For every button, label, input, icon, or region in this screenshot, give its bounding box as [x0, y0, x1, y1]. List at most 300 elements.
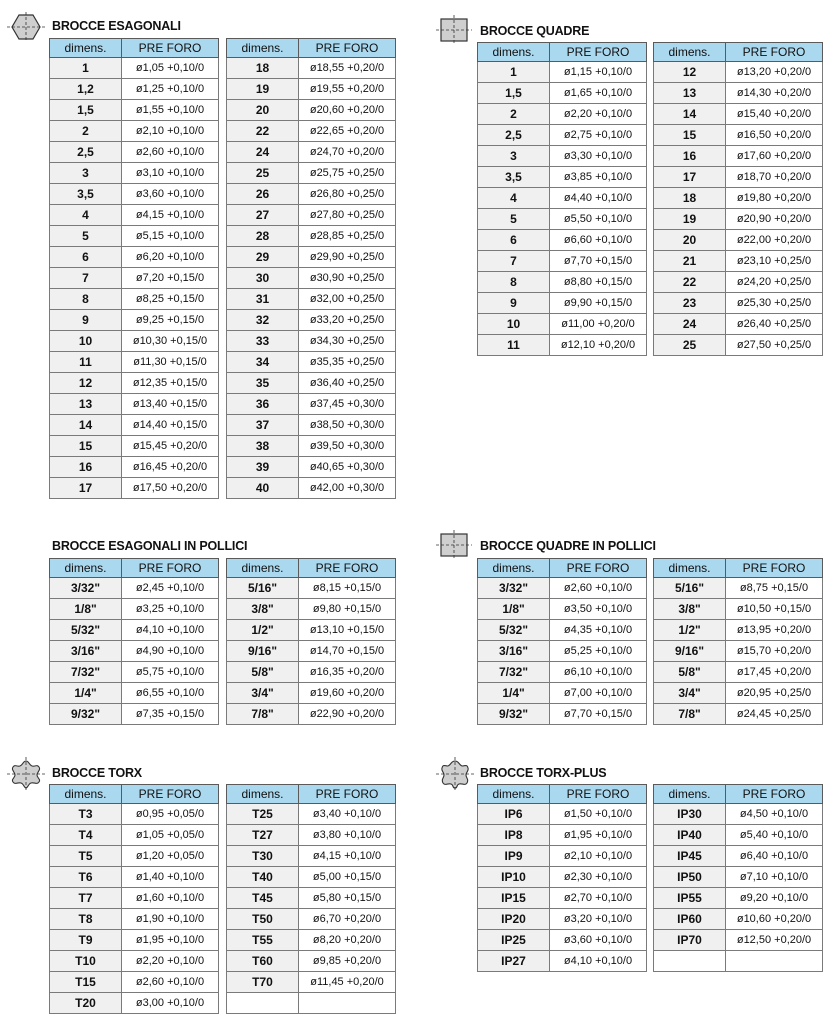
table-row: [478, 125, 647, 146]
table-row: [227, 331, 396, 352]
dimension-cell: 3: [50, 163, 122, 184]
pre-hole-cell: ø11,30 +0,15/0: [122, 352, 219, 373]
dimension-cell: 38: [227, 436, 299, 457]
pre-hole-cell: ø9,85 +0,20/0: [299, 951, 396, 972]
dimension-cell: 19: [227, 79, 299, 100]
table-row: [227, 620, 396, 641]
dimension-cell: [654, 951, 726, 972]
pre-hole-cell: ø1,05 +0,10/0: [122, 58, 219, 79]
table-row: [50, 930, 219, 951]
table-row: [654, 146, 823, 167]
pre-hole-cell: ø3,00 +0,10/0: [122, 993, 219, 1014]
dimension-cell: IP10: [478, 867, 550, 888]
pre-hole-cell: ø24,20 +0,25/0: [726, 272, 823, 293]
table-row: [50, 972, 219, 993]
table-row: [227, 100, 396, 121]
table-row: [478, 188, 647, 209]
dimension-cell: 5/16": [654, 578, 726, 599]
dimension-cell: T30: [227, 846, 299, 867]
table-row: [227, 373, 396, 394]
square-inch-table-left: [477, 558, 647, 725]
table-row: [478, 662, 647, 683]
header-dimens: dimens.: [478, 785, 550, 804]
dimension-cell: 5/16": [227, 578, 299, 599]
pre-hole-cell: ø22,65 +0,20/0: [299, 121, 396, 142]
dimension-cell: IP8: [478, 825, 550, 846]
pre-hole-cell: ø1,15 +0,10/0: [550, 62, 647, 83]
pre-hole-cell: ø3,25 +0,10/0: [122, 599, 219, 620]
header-pre-foro: PRE FORO: [299, 559, 396, 578]
pre-hole-cell: ø2,20 +0,10/0: [550, 104, 647, 125]
table-row: [50, 478, 219, 499]
table-row: [654, 804, 823, 825]
dimension-cell: IP60: [654, 909, 726, 930]
table-row: [227, 289, 396, 310]
table-row: [654, 578, 823, 599]
dimension-cell: T6: [50, 867, 122, 888]
pre-hole-cell: ø20,95 +0,25/0: [726, 683, 823, 704]
pre-hole-cell: ø5,15 +0,10/0: [122, 226, 219, 247]
table-row: [50, 373, 219, 394]
table-row: [227, 888, 396, 909]
dimension-cell: 3: [478, 146, 550, 167]
section-title-square-inch: BROCCE QUADRE IN POLLICI: [480, 539, 656, 553]
dimension-cell: 5: [478, 209, 550, 230]
pre-hole-cell: ø26,40 +0,25/0: [726, 314, 823, 335]
square-cross-icon: [436, 530, 472, 560]
table-row: [50, 394, 219, 415]
dimension-cell: 3/8": [654, 599, 726, 620]
pre-hole-cell: ø1,55 +0,10/0: [122, 100, 219, 121]
table-row: [478, 293, 647, 314]
pre-hole-cell: ø3,30 +0,10/0: [550, 146, 647, 167]
dimension-cell: T7: [50, 888, 122, 909]
pre-hole-cell: ø3,60 +0,10/0: [122, 184, 219, 205]
table-row: [50, 226, 219, 247]
pre-hole-cell: ø1,25 +0,10/0: [122, 79, 219, 100]
table-row: [50, 620, 219, 641]
header-dimens: dimens.: [227, 559, 299, 578]
pre-hole-cell: ø1,50 +0,10/0: [550, 804, 647, 825]
table-row: [227, 867, 396, 888]
dimension-cell: 20: [654, 230, 726, 251]
header-pre-foro: PRE FORO: [726, 43, 823, 62]
pre-hole-cell: ø18,70 +0,20/0: [726, 167, 823, 188]
table-row: [654, 641, 823, 662]
header-pre-foro: PRE FORO: [122, 785, 219, 804]
pre-hole-cell: ø19,60 +0,20/0: [299, 683, 396, 704]
table-row: [227, 205, 396, 226]
pre-hole-cell: ø6,20 +0,10/0: [122, 247, 219, 268]
table-row: [654, 125, 823, 146]
table-row: [50, 247, 219, 268]
pre-hole-cell: ø10,60 +0,20/0: [726, 909, 823, 930]
dimension-cell: 20: [227, 100, 299, 121]
pre-hole-cell: ø27,50 +0,25/0: [726, 335, 823, 356]
header-pre-foro: PRE FORO: [299, 39, 396, 58]
pre-hole-cell: ø8,20 +0,20/0: [299, 930, 396, 951]
table-row: [654, 662, 823, 683]
pre-hole-cell: ø7,70 +0,15/0: [550, 704, 647, 725]
pre-hole-cell: ø12,10 +0,20/0: [550, 335, 647, 356]
dimension-cell: 26: [227, 184, 299, 205]
table-row: [50, 704, 219, 725]
table-row: [50, 121, 219, 142]
pre-hole-cell: ø8,75 +0,15/0: [726, 578, 823, 599]
dimension-cell: 22: [654, 272, 726, 293]
dimension-cell: 1/2": [654, 620, 726, 641]
dimension-cell: 4: [478, 188, 550, 209]
dimension-cell: T27: [227, 825, 299, 846]
table-row: [478, 62, 647, 83]
pre-hole-cell: ø8,25 +0,15/0: [122, 289, 219, 310]
dimension-cell: 1/4": [50, 683, 122, 704]
pre-hole-cell: ø22,00 +0,20/0: [726, 230, 823, 251]
dimension-cell: 22: [227, 121, 299, 142]
dimension-cell: 36: [227, 394, 299, 415]
table-row: [50, 641, 219, 662]
dimension-cell: 3/32": [50, 578, 122, 599]
dimension-cell: 1: [478, 62, 550, 83]
table-row: [227, 825, 396, 846]
dimension-cell: 14: [654, 104, 726, 125]
pre-hole-cell: ø0,95 +0,05/0: [122, 804, 219, 825]
pre-hole-cell: ø4,10 +0,10/0: [122, 620, 219, 641]
dimension-cell: 32: [227, 310, 299, 331]
table-row: [478, 888, 647, 909]
table-row: [227, 578, 396, 599]
table-row: [227, 457, 396, 478]
table-row: [227, 972, 396, 993]
pre-hole-cell: ø6,10 +0,10/0: [550, 662, 647, 683]
pre-hole-cell: ø39,50 +0,30/0: [299, 436, 396, 457]
table-row: [478, 209, 647, 230]
dimension-cell: 29: [227, 247, 299, 268]
table-row: [227, 226, 396, 247]
table-row: [50, 804, 219, 825]
dimension-cell: T70: [227, 972, 299, 993]
dimension-cell: 25: [227, 163, 299, 184]
pre-hole-cell: ø33,20 +0,25/0: [299, 310, 396, 331]
dimension-cell: 6: [50, 247, 122, 268]
pre-hole-cell: ø13,20 +0,20/0: [726, 62, 823, 83]
table-row: [478, 930, 647, 951]
dimension-cell: 9/16": [227, 641, 299, 662]
table-row: [654, 230, 823, 251]
table-row: [478, 335, 647, 356]
table-row: [654, 251, 823, 272]
table-row: [50, 289, 219, 310]
dimension-cell: T25: [227, 804, 299, 825]
pre-hole-cell: ø7,70 +0,15/0: [550, 251, 647, 272]
table-row: [227, 415, 396, 436]
pre-hole-cell: ø2,45 +0,10/0: [122, 578, 219, 599]
dimension-cell: 1,2: [50, 79, 122, 100]
table-row: [654, 188, 823, 209]
table-row: [478, 104, 647, 125]
header-pre-foro: PRE FORO: [299, 785, 396, 804]
pre-hole-cell: ø1,40 +0,10/0: [122, 867, 219, 888]
table-row: [654, 272, 823, 293]
pre-hole-cell: ø24,45 +0,25/0: [726, 704, 823, 725]
dimension-cell: IP45: [654, 846, 726, 867]
pre-hole-cell: ø27,80 +0,25/0: [299, 205, 396, 226]
pre-hole-cell: ø4,90 +0,10/0: [122, 641, 219, 662]
pre-hole-cell: ø4,15 +0,10/0: [299, 846, 396, 867]
pre-hole-cell: ø1,65 +0,10/0: [550, 83, 647, 104]
table-row: [50, 457, 219, 478]
dimension-cell: 16: [50, 457, 122, 478]
table-row: [50, 79, 219, 100]
table-row: [50, 436, 219, 457]
dimension-cell: 24: [227, 142, 299, 163]
table-row: [50, 205, 219, 226]
table-row: [478, 951, 647, 972]
dimension-cell: 3/4": [654, 683, 726, 704]
table-row: [654, 599, 823, 620]
dimension-cell: 40: [227, 478, 299, 499]
table-row: [478, 167, 647, 188]
dimension-cell: T15: [50, 972, 122, 993]
dimension-cell: 12: [50, 373, 122, 394]
dimension-cell: 35: [227, 373, 299, 394]
dimension-cell: 2: [50, 121, 122, 142]
table-row: [654, 888, 823, 909]
pre-hole-cell: ø6,60 +0,10/0: [550, 230, 647, 251]
pre-hole-cell: ø1,20 +0,05/0: [122, 846, 219, 867]
pre-hole-cell: ø30,90 +0,25/0: [299, 268, 396, 289]
dimension-cell: IP55: [654, 888, 726, 909]
pre-hole-cell: ø3,40 +0,10/0: [299, 804, 396, 825]
pre-hole-cell: ø5,00 +0,15/0: [299, 867, 396, 888]
dimension-cell: 3,5: [478, 167, 550, 188]
dimension-cell: 7: [50, 268, 122, 289]
dimension-cell: [227, 993, 299, 1014]
pre-hole-cell: ø40,65 +0,30/0: [299, 457, 396, 478]
table-row: [50, 163, 219, 184]
dimension-cell: 1/4": [478, 683, 550, 704]
table-row: [654, 62, 823, 83]
table-row: [227, 310, 396, 331]
dimension-cell: 13: [654, 83, 726, 104]
section-title-hex-inch: BROCCE ESAGONALI IN POLLICI: [52, 539, 248, 553]
dimension-cell: 8: [478, 272, 550, 293]
dimension-cell: T55: [227, 930, 299, 951]
table-row: [654, 620, 823, 641]
dimension-cell: IP25: [478, 930, 550, 951]
dimension-cell: 5/8": [654, 662, 726, 683]
table-row: [227, 930, 396, 951]
table-row: [478, 272, 647, 293]
table-row: [227, 993, 396, 1014]
table-row: [654, 83, 823, 104]
table-row: [50, 184, 219, 205]
dimension-cell: IP20: [478, 909, 550, 930]
table-row: [654, 314, 823, 335]
pre-hole-cell: ø25,75 +0,25/0: [299, 163, 396, 184]
pre-hole-cell: ø9,25 +0,15/0: [122, 310, 219, 331]
table-row: [227, 121, 396, 142]
table-row: [478, 146, 647, 167]
table-row: [478, 704, 647, 725]
pre-hole-cell: ø6,55 +0,10/0: [122, 683, 219, 704]
table-row: [654, 335, 823, 356]
dimension-cell: 15: [654, 125, 726, 146]
pre-hole-cell: ø16,50 +0,20/0: [726, 125, 823, 146]
dimension-cell: 1/2": [227, 620, 299, 641]
pre-hole-cell: ø36,40 +0,25/0: [299, 373, 396, 394]
pre-hole-cell: ø5,40 +0,10/0: [726, 825, 823, 846]
dimension-cell: 11: [50, 352, 122, 373]
header-pre-foro: PRE FORO: [726, 785, 823, 804]
dimension-cell: 5/8": [227, 662, 299, 683]
table-row: [478, 825, 647, 846]
dimension-cell: IP27: [478, 951, 550, 972]
pre-hole-cell: ø15,40 +0,20/0: [726, 104, 823, 125]
dimension-cell: T10: [50, 951, 122, 972]
table-row: [227, 704, 396, 725]
table-row: [227, 58, 396, 79]
dimension-cell: 3/32": [478, 578, 550, 599]
pre-hole-cell: ø7,00 +0,10/0: [550, 683, 647, 704]
pre-hole-cell: ø1,60 +0,10/0: [122, 888, 219, 909]
pre-hole-cell: ø3,80 +0,10/0: [299, 825, 396, 846]
dimension-cell: T3: [50, 804, 122, 825]
table-row: [654, 909, 823, 930]
table-row: [227, 142, 396, 163]
table-row: [478, 846, 647, 867]
dimension-cell: 7/8": [227, 704, 299, 725]
dimension-cell: 25: [654, 335, 726, 356]
dimension-cell: 18: [227, 58, 299, 79]
torx-table-right: [226, 784, 396, 1014]
table-row: [654, 825, 823, 846]
section-title-square: BROCCE QUADRE: [480, 24, 590, 38]
dimension-cell: 1: [50, 58, 122, 79]
pre-hole-cell: ø14,30 +0,20/0: [726, 83, 823, 104]
pre-hole-cell: ø2,20 +0,10/0: [122, 951, 219, 972]
dimension-cell: 34: [227, 352, 299, 373]
pre-hole-cell: ø2,60 +0,10/0: [550, 578, 647, 599]
pre-hole-cell: ø1,05 +0,05/0: [122, 825, 219, 846]
dimension-cell: 24: [654, 314, 726, 335]
dimension-cell: 9: [478, 293, 550, 314]
pre-hole-cell: [299, 993, 396, 1014]
table-row: [50, 662, 219, 683]
dimension-cell: 27: [227, 205, 299, 226]
pre-hole-cell: ø9,20 +0,10/0: [726, 888, 823, 909]
dimension-cell: 7: [478, 251, 550, 272]
hex-inch-table-left: [49, 558, 219, 725]
table-row: [654, 167, 823, 188]
table-row: [50, 415, 219, 436]
dimension-cell: T45: [227, 888, 299, 909]
dimension-cell: 15: [50, 436, 122, 457]
dimension-cell: 14: [50, 415, 122, 436]
table-row: [227, 163, 396, 184]
dimension-cell: IP40: [654, 825, 726, 846]
header-pre-foro: PRE FORO: [550, 559, 647, 578]
table-row: [227, 846, 396, 867]
section-title-torx: BROCCE TORX: [52, 766, 142, 780]
pre-hole-cell: ø17,50 +0,20/0: [122, 478, 219, 499]
torx-plus-table-left: [477, 784, 647, 972]
pre-hole-cell: ø2,10 +0,10/0: [550, 846, 647, 867]
table-row: [478, 909, 647, 930]
dimension-cell: IP6: [478, 804, 550, 825]
square-cross-icon: [436, 15, 472, 45]
table-row: [227, 599, 396, 620]
pre-hole-cell: ø11,00 +0,20/0: [550, 314, 647, 335]
pre-hole-cell: ø29,90 +0,25/0: [299, 247, 396, 268]
table-row: [50, 909, 219, 930]
dimension-cell: 3,5: [50, 184, 122, 205]
table-row: [478, 578, 647, 599]
dimension-cell: 1/8": [478, 599, 550, 620]
dimension-cell: T50: [227, 909, 299, 930]
square-table-right: [653, 42, 823, 356]
pre-hole-cell: ø34,30 +0,25/0: [299, 331, 396, 352]
table-row: [50, 846, 219, 867]
torx-table-left: [49, 784, 219, 1014]
pre-hole-cell: ø5,75 +0,10/0: [122, 662, 219, 683]
pre-hole-cell: ø1,95 +0,10/0: [550, 825, 647, 846]
table-row: [227, 247, 396, 268]
table-row: [50, 599, 219, 620]
dimension-cell: T4: [50, 825, 122, 846]
dimension-cell: IP30: [654, 804, 726, 825]
dimension-cell: 5/32": [50, 620, 122, 641]
table-row: [654, 846, 823, 867]
pre-hole-cell: ø17,45 +0,20/0: [726, 662, 823, 683]
hex-table-right: [226, 38, 396, 499]
header-dimens: dimens.: [227, 39, 299, 58]
pre-hole-cell: ø16,45 +0,20/0: [122, 457, 219, 478]
table-row: [478, 83, 647, 104]
dimension-cell: 12: [654, 62, 726, 83]
pre-hole-cell: ø14,40 +0,15/0: [122, 415, 219, 436]
pre-hole-cell: ø15,45 +0,20/0: [122, 436, 219, 457]
table-row: [227, 478, 396, 499]
hexagon-cross-icon: [7, 12, 45, 42]
pre-hole-cell: ø3,50 +0,10/0: [550, 599, 647, 620]
dimension-cell: 6: [478, 230, 550, 251]
pre-hole-cell: ø12,35 +0,15/0: [122, 373, 219, 394]
table-row: [50, 825, 219, 846]
header-pre-foro: PRE FORO: [726, 559, 823, 578]
dimension-cell: T20: [50, 993, 122, 1014]
pre-hole-cell: ø20,60 +0,20/0: [299, 100, 396, 121]
pre-hole-cell: ø23,10 +0,25/0: [726, 251, 823, 272]
pre-hole-cell: ø1,90 +0,10/0: [122, 909, 219, 930]
header-dimens: dimens.: [478, 559, 550, 578]
table-row: [654, 293, 823, 314]
header-pre-foro: PRE FORO: [550, 43, 647, 62]
table-row: [50, 867, 219, 888]
pre-hole-cell: ø7,35 +0,15/0: [122, 704, 219, 725]
table-row: [227, 662, 396, 683]
dimension-cell: 9/32": [478, 704, 550, 725]
dimension-cell: 10: [478, 314, 550, 335]
dimension-cell: 13: [50, 394, 122, 415]
table-row: [50, 100, 219, 121]
table-row: [227, 79, 396, 100]
header-dimens: dimens.: [227, 785, 299, 804]
pre-hole-cell: ø3,85 +0,10/0: [550, 167, 647, 188]
pre-hole-cell: ø2,30 +0,10/0: [550, 867, 647, 888]
pre-hole-cell: ø8,80 +0,15/0: [550, 272, 647, 293]
table-row: [50, 352, 219, 373]
